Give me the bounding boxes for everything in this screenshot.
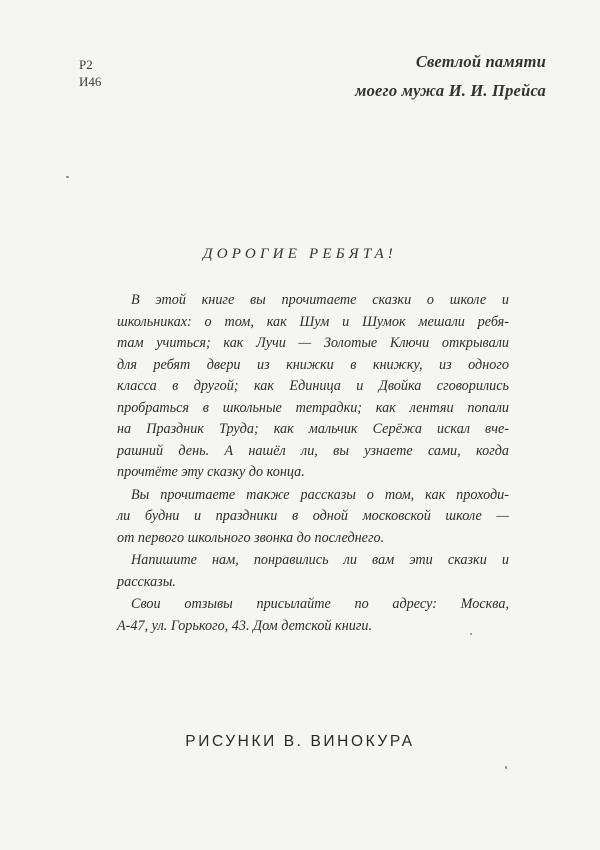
text-line: на Праздник Труда; как мальчик Серёжа искал вче- — [117, 421, 509, 437]
text-line: пробраться в школьные тетрадки; как лентяи попали — [117, 399, 509, 416]
classification-code — [79, 56, 101, 90]
classification-line-1: Р2 — [79, 57, 93, 72]
paragraph — [117, 485, 509, 550]
dedication-line-2: моего мужа И. И. Прейса — [355, 81, 546, 100]
page-heading: ДОРОГИЕ РЕБЯТА! — [202, 246, 398, 262]
paragraph — [117, 290, 509, 484]
text-line: В этой книге вы прочитаете сказки о школе и — [131, 292, 509, 308]
text-line: рашний день. А нашёл ли, вы узнаете сами, когда — [117, 442, 509, 459]
scan-speck — [66, 176, 69, 178]
text-line: Напишите нам, понравились ли вам эти сказки и — [131, 552, 509, 568]
text-line: Вы прочитаете также рассказы о том, как проходи- — [131, 486, 509, 503]
dedication-line-1: Светлой памяти — [415, 52, 546, 71]
text-line: А-47, ул. Горького, 43. Дом детской книги. — [117, 617, 372, 634]
text-line: рассказы. — [117, 573, 176, 590]
scan-speck — [470, 633, 472, 635]
text-line: класса в другой; как Единица и Двойка сговорились — [117, 378, 509, 394]
text-line: ли будни и праздники в одной московской школе — — [117, 508, 509, 524]
text-line: для ребят двери из книжки в книжку, из одного — [117, 356, 509, 373]
text-line: прочтёте эту сказку до конца. — [117, 464, 305, 480]
body-text — [117, 290, 509, 637]
text-line: Свои отзывы присылайте по адресу: Москва, — [131, 596, 509, 612]
classification-line-2: И46 — [79, 74, 102, 89]
text-line: школьниках: о том, как Шум и Шумок мешали ребя- — [117, 313, 509, 330]
scan-speck — [505, 766, 507, 769]
text-line: от первого школьного звонка до последнего. — [117, 529, 385, 546]
text-line: там учиться; как Лучи — Золотые Ключи открывали — [117, 335, 509, 351]
paragraph — [117, 594, 509, 637]
paragraph — [117, 550, 509, 593]
dedication — [355, 47, 546, 105]
illustrator-credit: РИСУНКИ В. ВИНОКУРА — [185, 733, 415, 750]
